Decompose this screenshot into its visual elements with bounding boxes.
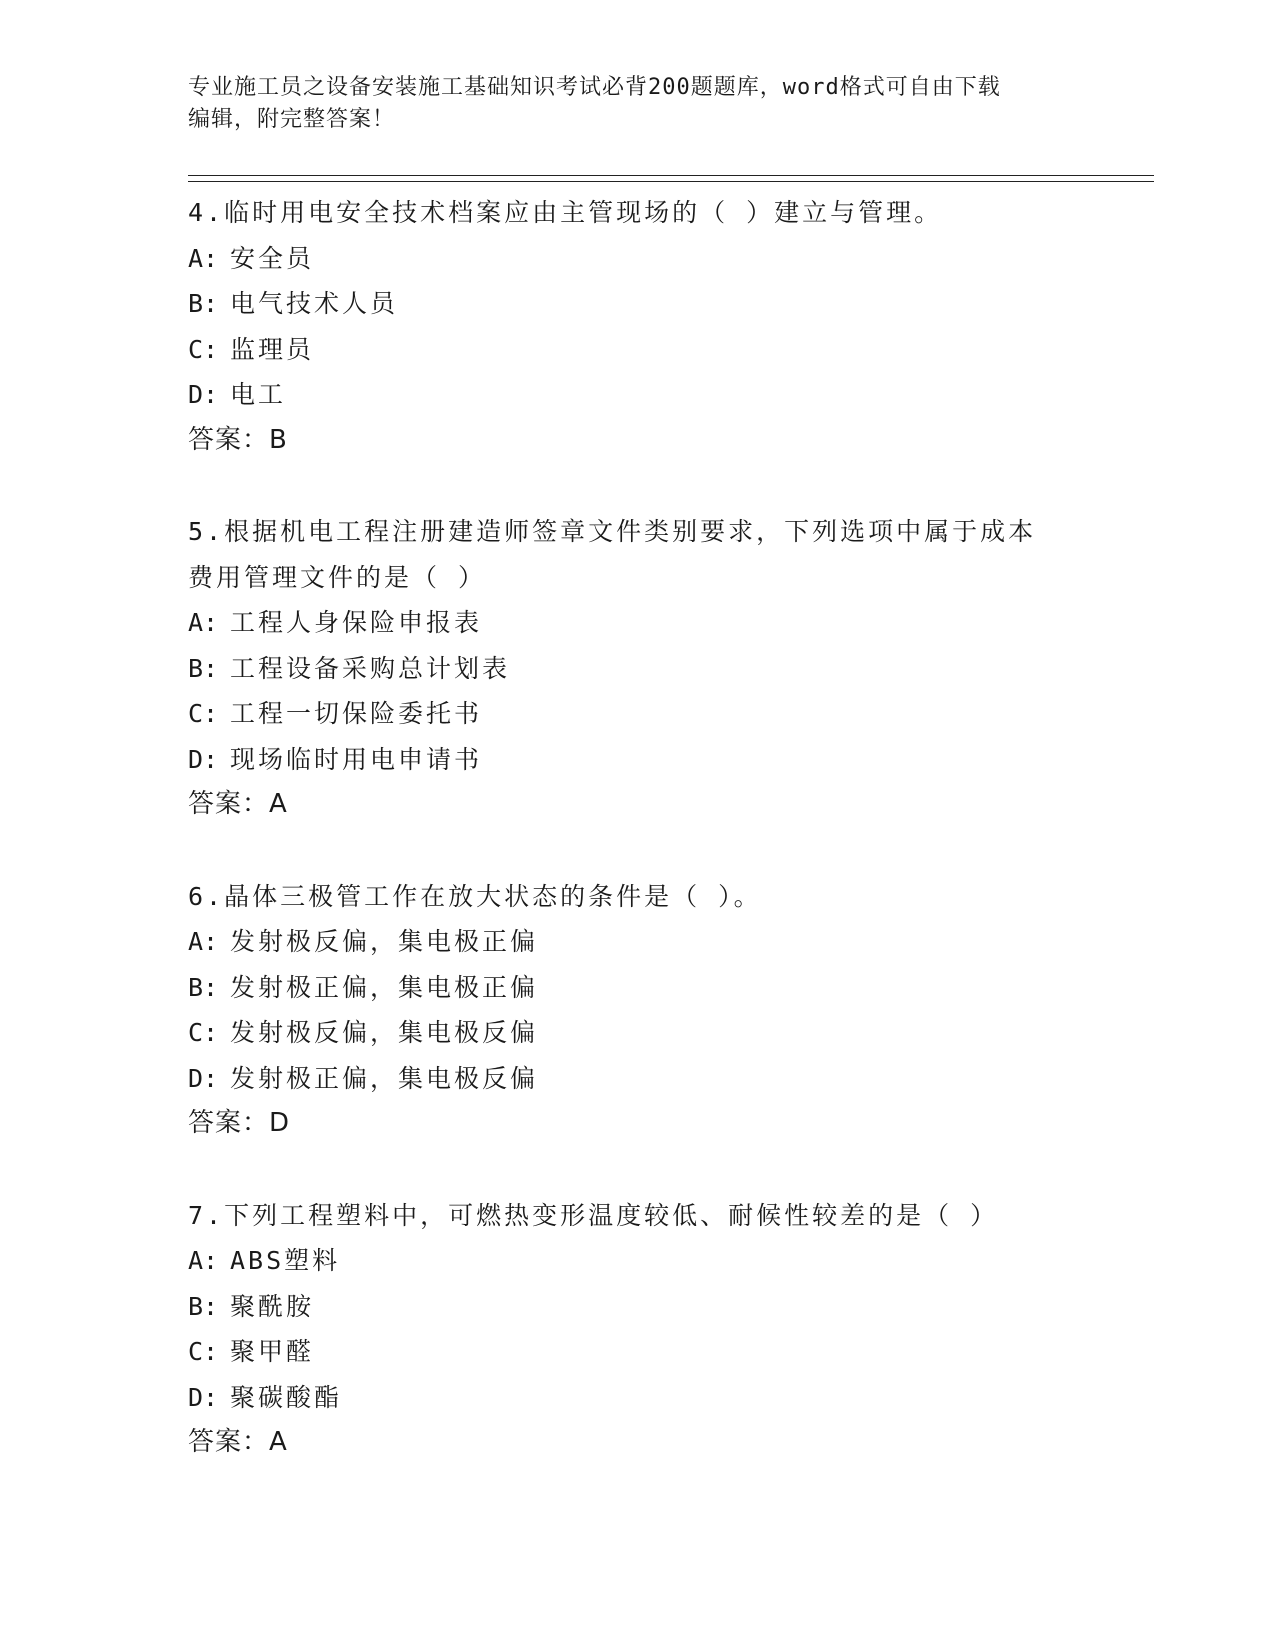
header-line-2: 编辑，附完整答案！	[188, 107, 396, 132]
option-text: 工程人身保险申报表	[230, 608, 483, 637]
option-key: D:	[188, 380, 219, 409]
option-text: 电气技术人员	[230, 289, 399, 318]
option-key: B:	[188, 653, 219, 683]
header-divider-top	[188, 175, 1154, 176]
answer-option	[188, 737, 1148, 783]
answer-key: 答案：A	[188, 1427, 288, 1457]
answer-option	[188, 327, 1148, 373]
option-text: 安全员	[230, 243, 315, 273]
answer-option	[188, 372, 1148, 418]
option-key: D:	[188, 1382, 219, 1412]
question-block	[188, 874, 1148, 1147]
option-text: ABS塑料	[230, 1246, 341, 1275]
option-text: 发射极正偏，集电极反偏	[230, 1063, 539, 1093]
option-text: 电工	[230, 380, 287, 409]
answer-option	[188, 1010, 1148, 1056]
option-text: 工程设备采购总计划表	[230, 653, 511, 683]
option-key: C:	[188, 1018, 219, 1047]
answer-key: 答案：D	[188, 1108, 291, 1138]
option-text: 聚碳酸酯	[230, 1382, 343, 1412]
answer-option	[188, 1375, 1148, 1421]
option-key: A:	[188, 1246, 219, 1275]
answer-option	[188, 646, 1148, 692]
option-key: C:	[188, 334, 219, 364]
question-text: 4.临时用电安全技术档案应由主管现场的（ ）建立与管理。	[188, 198, 943, 227]
header-line-1: 专业施工员之设备安装施工基础知识考试必背200题题库，word格式可自由下载	[188, 75, 1001, 100]
answer-option	[188, 1056, 1148, 1102]
question-list	[188, 190, 1148, 1512]
option-key: B:	[188, 972, 219, 1002]
question-text: 6.晶体三极管工作在放大状态的条件是（ ）。	[188, 881, 762, 911]
answer-option	[188, 1284, 1148, 1330]
option-key: D:	[188, 1063, 219, 1093]
answer-option	[188, 600, 1148, 646]
answer-option	[188, 919, 1148, 965]
option-key: C:	[188, 699, 219, 728]
answer-option	[188, 691, 1148, 737]
option-text: 发射极反偏，集电极正偏	[230, 927, 539, 956]
question-text: 7.下列工程塑料中，可燃热变形温度较低、耐候性较差的是（ ）	[188, 1200, 999, 1230]
question-block	[188, 1193, 1148, 1466]
answer-option	[188, 236, 1148, 282]
option-text: 发射极正偏，集电极正偏	[230, 972, 539, 1002]
option-key: A:	[188, 927, 219, 956]
option-key: B:	[188, 289, 219, 318]
question-text: 费用管理文件的是（ ）	[188, 562, 487, 592]
option-text: 监理员	[230, 334, 315, 364]
option-text: 发射极反偏，集电极反偏	[230, 1018, 539, 1047]
option-key: A:	[188, 243, 219, 273]
option-key: A:	[188, 608, 219, 637]
option-text: 现场临时用电申请书	[230, 744, 483, 774]
answer-option	[188, 965, 1148, 1011]
answer-option	[188, 1238, 1148, 1284]
document-header	[188, 72, 1088, 136]
question-text: 5.根据机电工程注册建造师签章文件类别要求，下列选项中属于成本	[188, 517, 1037, 546]
answer-option	[188, 1329, 1148, 1375]
option-text: 聚甲醛	[230, 1337, 315, 1366]
answer-option	[188, 281, 1148, 327]
option-key: C:	[188, 1337, 219, 1366]
option-text: 工程一切保险委托书	[230, 699, 483, 728]
option-text: 聚酰胺	[230, 1291, 315, 1321]
question-block	[188, 190, 1148, 463]
option-key: D:	[188, 744, 219, 774]
header-divider-bottom	[188, 181, 1154, 182]
answer-key: 答案：A	[188, 789, 288, 819]
option-key: B:	[188, 1291, 219, 1321]
answer-key: 答案：B	[188, 424, 288, 455]
question-block	[188, 509, 1148, 828]
